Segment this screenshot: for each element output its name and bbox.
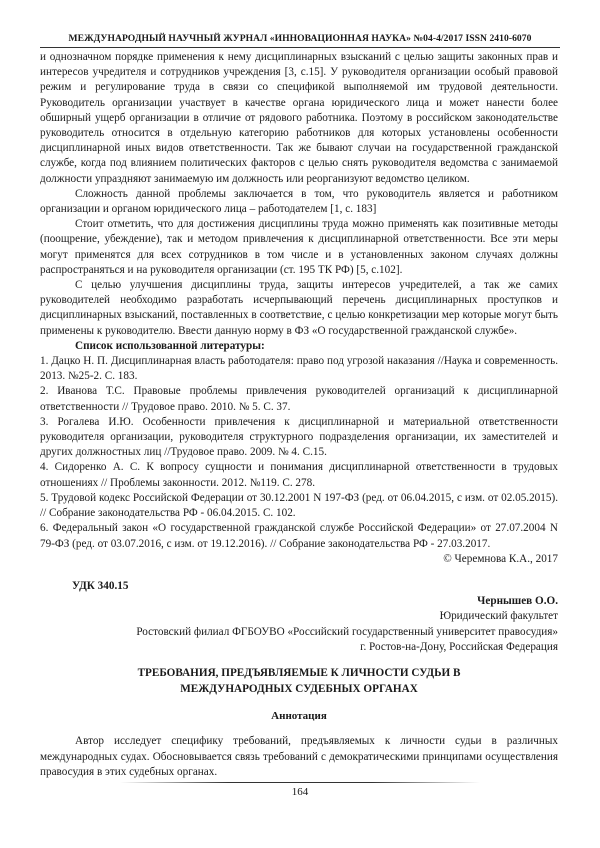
author-faculty: Юридический факультет [439, 610, 558, 623]
paragraph-continuation: и однозначном порядке применения к нему дисциплинарных взысканий с целью защиты законных прав и интересов учредителя и сотрудников учреждения [3, с.15]. У руководителя организации особый правовой режим и регулирование труда в связи со спецификой выполняемой им трудовой деятельности. Руководитель организации участвует в качестве органа юридического лица и может нанести более обширный ущерб организации в отличие от рядового работника. Поэтому в российском законодательстве руководитель относится в отдельную категорию работников для которых установлены особенности дисциплинарной иных видов ответственности. Так же бывают случаи на государственной гражданской службе, когда под влиянием политических факторов с целью снять руководителя ведомства с занимаемой должности упраздняют занимаемую им должность или реорганизуют ведомство целиком. [40, 51, 558, 185]
annotation-text: Автор исследует специфику требований, предъявляемых к личности судьи в различных международных судах. Обосновывается связь требований с демократическими принципами осуществления правосудия в этих судебных органах. [40, 735, 558, 778]
article-body [40, 50, 558, 567]
reference-item: 3. Рогалева И.Ю. Особенности привлечения к дисциплинарной и материальной ответственности руководителя организации, руководителя структурного подразделения организации, их заместителей и других должностных лиц //Трудовое право. 2009. № 4. С.15. [40, 415, 558, 459]
journal-header: МЕЖДУНАРОДНЫЙ НАУЧНЫЙ ЖУРНАЛ «ИННОВАЦИОННАЯ НАУКА» №04-4/2017 ISSN 2410-6070 [40, 33, 560, 48]
udk-code: УДК 340.15 [72, 580, 129, 592]
footer-divider [120, 782, 480, 783]
article-title-line: ТРЕБОВАНИЯ, ПРЕДЪЯВЛЯЕМЫЕ К ЛИЧНОСТИ СУДЬИ В [137, 667, 461, 679]
references-heading: Список использованной литературы: [75, 339, 265, 352]
reference-item: 1. Дацко Н. П. Дисциплинарная власть работодателя: право под угрозой наказания //Наука и современность. 2013. №25-2. С. 183. [40, 355, 558, 383]
reference-item: 4. Сидоренко А. С. К вопросу сущности и понимания дисциплинарной ответственности в трудовых отношениях // Проблемы законности. 2012. №119. С. 278. [40, 461, 558, 489]
author-name: Чернышев О.О. [477, 595, 558, 607]
author-location: г. Ростов-на-Дону, Российская Федерация [360, 641, 558, 654]
copyright-notice: © Черемнова К.А., 2017 [443, 552, 558, 565]
paragraph: Стоит отметить, что для достижения дисциплины труда можно применять как позитивные методы (поощрение, убеждение), так и методом привлечения к дисциплинарной ответственности. Все эти меры могут применятся для всех сотрудников в том числе и в установленных законом случаях должны распространяться и на руководителя организации (ст. 195 ТК РФ) [5, с.102]. [40, 218, 558, 276]
annotation-heading: Аннотация [271, 710, 327, 722]
page-number: 164 [291, 786, 309, 798]
reference-item: 6. Федеральный закон «О государственной гражданской службе Российской Федерации» от 27.07.2004 N 79-ФЗ (ред. от 03.07.2016, с изм. от 19.12.2016). // Собрание законодательства РФ - 27.03.2017. [40, 522, 558, 550]
paragraph: С целью улучшения дисциплины труда, защиты интересов учредителей, а так же самих руководителей необходимо разработать исчерпывающий перечень дисциплинарных проступков и дисциплинарных взысканий, поставленных в соответствие, с целью конкретизации мер которые могут быть применены к руководителю. Ввести данную норму в ФЗ «О государственной гражданской службе». [40, 279, 558, 337]
reference-item: 2. Иванова Т.С. Правовые проблемы привлечения руководителей организаций к дисциплинарной ответственности // Трудовое право. 2010. № 5. С. 37. [40, 385, 558, 413]
article-title [40, 665, 558, 697]
paragraph: Сложность данной проблемы заключается в том, что руководитель является и работником организации и органом юридического лица – работодателем [1, с. 183] [40, 187, 558, 216]
reference-item: 5. Трудовой кодекс Российской Федерации от 30.12.2001 N 197-ФЗ (ред. от 06.04.2015, с изм. от 02.05.2015). // Собрание законодательства РФ - 06.04.2015. С. 102. [40, 491, 558, 520]
author-institution: Ростовский филиал ФГБОУВО «Российский государственный университет правосудия» [136, 625, 558, 638]
author-block [40, 594, 558, 656]
article-title-line: МЕЖДУНАРОДНЫХ СУДЕБНЫХ ОРГАНАХ [180, 683, 418, 695]
